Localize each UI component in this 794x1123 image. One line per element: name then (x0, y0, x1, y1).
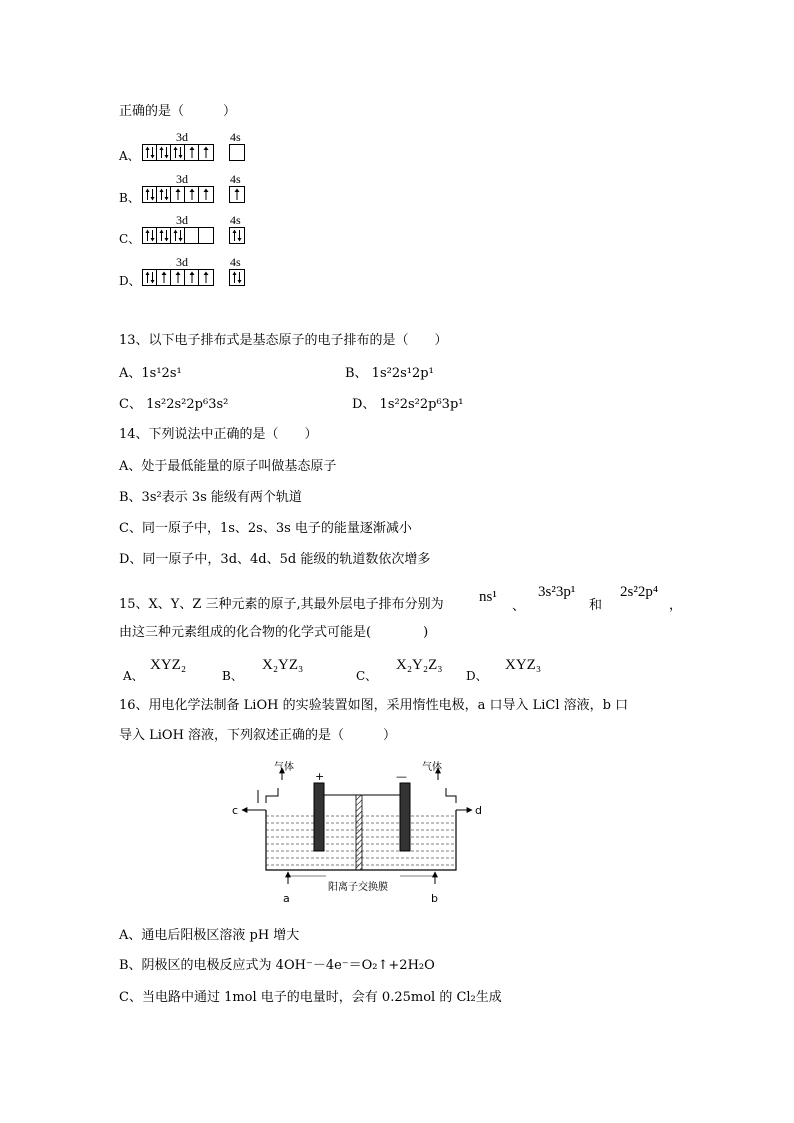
q13-option-c: C、 1s²2s²2p⁶3s² (119, 397, 229, 412)
cathode (400, 783, 410, 851)
q12-option-label: C、 (119, 232, 141, 246)
q12-option-label: B、 (119, 191, 140, 205)
orbital-3d-boxes (142, 144, 214, 161)
orbital-cell (143, 187, 157, 202)
inlet-a-label: a (283, 892, 290, 905)
orbital-cell (185, 187, 199, 202)
orbital-cell (199, 228, 213, 243)
orbital-cell (171, 228, 185, 243)
orbital-cell (199, 270, 213, 285)
orbital-4s-label: 4s (230, 172, 241, 186)
q15-formula-2: 3s²3p¹ (538, 584, 576, 600)
q15-option-c: X₂Y₂Z₃ (396, 657, 443, 673)
q16-stem-2: 导入 LiOH 溶液，下列叙述正确的是（ ） (119, 728, 397, 743)
q15-sep-3: ， (669, 598, 683, 613)
anode (314, 783, 324, 851)
cathode-label: — (396, 770, 407, 783)
orbital-3d-label: 3d (176, 213, 188, 227)
q15-sep-2: 和 (589, 598, 603, 613)
outlet-c-label: c (232, 804, 239, 817)
q16-option-b: B、阴极区的电极反应式为 4OH⁻－4e⁻＝O₂↑+2H₂O (119, 958, 435, 973)
membrane-label: 阳离子交换膜 (328, 882, 388, 893)
orbital-4s-label: 4s (230, 130, 241, 144)
q13-option-a: A、1s¹2s¹ (119, 366, 182, 381)
gas-left-label: 气体 (274, 762, 294, 773)
electrolysis-diagram (228, 758, 488, 908)
q16-stem-1: 16、用电化学法制备 LiOH 的实验装置如图，采用惰性电极，a 口导入 LiCl 溶液，b 口 (119, 698, 629, 713)
gas-right-label: 气体 (422, 762, 442, 773)
outlet-d-label: d (475, 804, 482, 817)
orbital-cell (157, 187, 171, 202)
q16-option-a: A、通电后阳极区溶液 pH 增大 (119, 928, 300, 943)
q15-option-d: XYZ₃ (505, 657, 542, 673)
q15-stem-2: 由这三种元素组成的化合物的化学式可能是( ) (119, 625, 429, 640)
q14-option-a: A、处于最低能量的原子叫做基态原子 (119, 459, 337, 474)
q14-option-b: B、3s²表示 3s 能级有两个轨道 (119, 490, 302, 505)
orbital-cell (143, 145, 157, 160)
q14-option-c: C、同一原子中，1s、2s、3s 电子的能量逐渐减小 (119, 521, 412, 536)
q15-option-d-label: D、 (466, 669, 488, 683)
q15-formula-1: ns¹ (479, 589, 497, 605)
q12-tail: 正确的是（ ） (119, 104, 237, 119)
q13-option-d: D、 1s²2s²2p⁶3p¹ (352, 397, 464, 412)
q15-formula-3: 2s²2p⁴ (620, 584, 659, 600)
q15-option-a-label: A、 (123, 669, 144, 683)
orbital-4s-box (229, 186, 245, 203)
q13-stem: 13、以下电子排布式是基态原子的电子排布的是（ ） (119, 333, 448, 348)
q16-option-c: C、当电路中通过 1mol 电子的电量时，会有 0.25mol 的 Cl₂生成 (119, 990, 502, 1005)
orbital-4s-label: 4s (230, 213, 241, 227)
q13-option-b: B、 1s²2s¹2p¹ (345, 366, 434, 381)
orbital-cell (157, 228, 171, 243)
orbital-3d-boxes (142, 186, 214, 203)
q15-option-b-label: B、 (222, 669, 243, 683)
orbital-3d-label: 3d (176, 255, 188, 269)
orbital-cell (185, 228, 199, 243)
orbital-4s-box (229, 144, 245, 161)
orbital-4s-box (229, 269, 245, 286)
orbital-cell (171, 187, 185, 202)
q15-sep-1: 、 (512, 599, 526, 614)
cation-exchange-membrane (356, 795, 362, 870)
anode-label: + (315, 770, 325, 783)
orbital-4s-box (229, 227, 245, 244)
q12-option-label: D、 (119, 274, 141, 288)
orbital-cell (171, 145, 185, 160)
orbital-cell (143, 270, 157, 285)
q15-option-a: XYZ₂ (150, 657, 187, 673)
orbital-cell (185, 145, 199, 160)
orbital-3d-boxes (142, 227, 214, 244)
q15-option-b: X₂YZ₃ (262, 657, 304, 673)
q15-option-c-label: C、 (356, 669, 378, 683)
orbital-cell (157, 270, 171, 285)
orbital-cell (157, 145, 171, 160)
orbital-4s-label: 4s (230, 255, 241, 269)
inlet-b-label: b (431, 892, 438, 905)
q15-stem-1: 15、X、Y、Z 三种元素的原子,其最外层电子排布分别为 (119, 597, 444, 612)
orbital-cell (171, 270, 185, 285)
orbital-3d-label: 3d (176, 172, 188, 186)
orbital-3d-boxes (142, 269, 214, 286)
orbital-cell (143, 228, 157, 243)
orbital-cell (199, 187, 213, 202)
orbital-3d-label: 3d (176, 130, 188, 144)
q14-option-d: D、同一原子中，3d、4d、5d 能级的轨道数依次增多 (119, 552, 431, 567)
orbital-cell (199, 145, 213, 160)
q12-option-label: A、 (119, 149, 140, 163)
orbital-cell (185, 270, 199, 285)
q14-stem: 14、下列说法中正确的是（ ） (119, 427, 318, 442)
